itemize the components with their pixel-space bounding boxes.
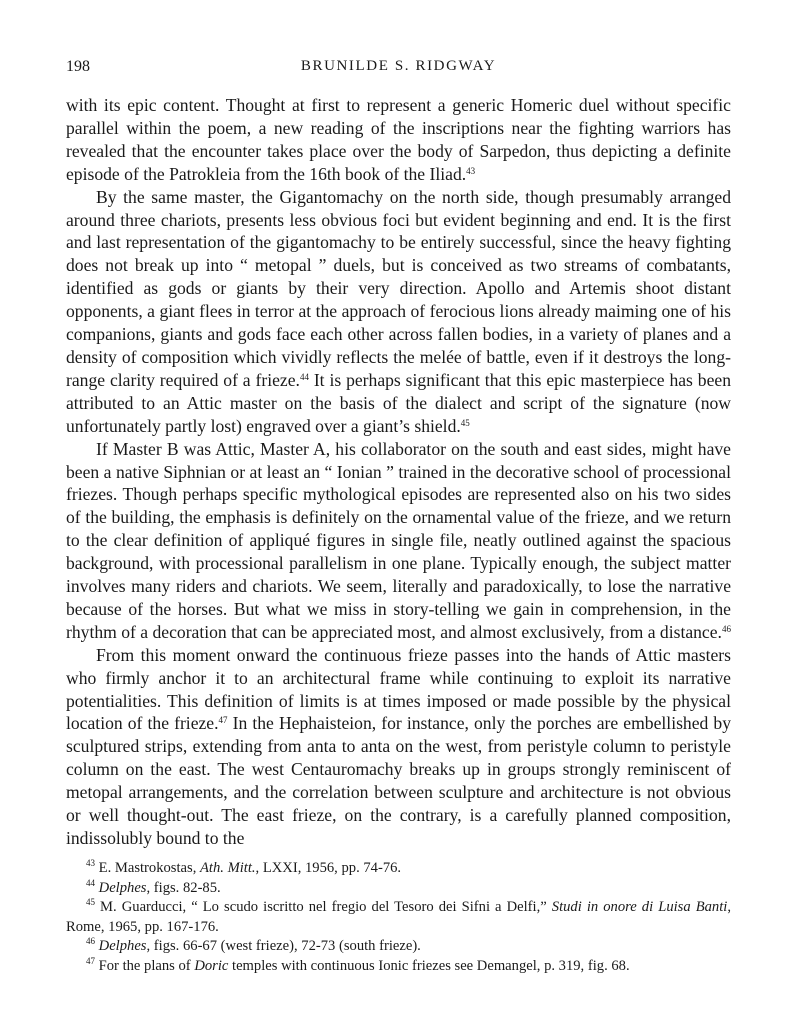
paragraph — [66, 644, 731, 850]
paragraph — [66, 94, 731, 186]
footnote-reference: 46 — [721, 623, 731, 634]
footnote-reference: 43 — [466, 165, 476, 176]
paragraph-text: By the same master, the Gigantomachy on the north side, though presumably arranged around three chariots, presents less obvious foci but evident beginning and end. It is the first and last representation of the gigantomachy to be entirely successful, since the heavy fighting does not break up into “ metopal ” duels, but is conceived as two streams of combatants, identified as gods or giants by their very direction. Apollo and Artemis shoot distant opponents, a giant flees in terror at the approach of ferocious lions already maiming one of his companions, giants and gods face each other across fallen bodies, in a variety of planes and a density of composition which vividly reflects the melée of battle, even if it destroys the long-range clarity required of a frieze. — [66, 186, 731, 390]
paragraph-text: In the Hephaisteion, for instance, only the porches are embellished by sculptured strips, extending from anta to anta on the west, from peristyle column to peristyle column on the east. The west Centauromachy breaks up in groups strongly reminiscent of metopal arrangements, and the correlation between sculpture and architecture is not obvious or well thought-out. The east frieze, on the contrary, is a carefully planned composition, indissolubly bound to the — [66, 713, 732, 848]
page — [66, 0, 731, 976]
footnote-reference: 44 — [299, 371, 309, 382]
footnote-text: , LXXI, 1956, pp. 74-76. — [255, 859, 402, 876]
footnote — [66, 879, 731, 899]
footnote-title: Delphes — [98, 879, 147, 896]
footnote-text: temples with continuous Ionic friezes see Demangel, p. 319, fig. 68. — [228, 957, 630, 974]
footnote-reference: 45 — [460, 417, 470, 428]
paragraph-text: with its epic content. Thought at first to represent a generic Homeric duel without specific parallel within the poem, a new reading of the inscriptions near the fighting warriors has revealed that the encounter takes place over the body of Sarpedon, thus depicting a definite episode of the Patrokleia from the 16th book of the Iliad. — [66, 95, 731, 184]
footnote-text: E. Mastrokostas, — [95, 859, 200, 876]
paragraph-text: From this moment onward the continuous frieze passes into the hands of Attic masters who firmly anchor it to an architectural frame while continuing to exploit its narrative potentialities. This definition of limits is at times imposed or made possible by the physical location of the frieze. — [66, 644, 731, 734]
footnote-text: , figs. 66-67 (west frieze), 72-73 (south frieze). — [146, 938, 421, 955]
footnote-number: 47 — [86, 955, 95, 966]
footnote-text: M. Guarducci, “ Lo scudo iscritto nel fregio del Tesoro dei Sifni a Delfi,” — [95, 899, 552, 916]
footnote — [66, 898, 731, 937]
page-header — [66, 58, 731, 88]
footnote-text: , figs. 82-85. — [146, 879, 221, 896]
footnote-number: 46 — [86, 936, 95, 947]
running-head: BRUNILDE S. RIDGWAY — [300, 58, 497, 74]
footnote-title: Ath. Mitt. — [200, 859, 256, 876]
footnote — [66, 859, 731, 879]
paragraph-text: If Master B was Attic, Master A, his collaborator on the south and east sides, might have been a native Siphnian or at least an “ Ionian ” trained in the decorative school of processional friezes. Though perhaps specific mythological episodes are represented also on his two sides of the building, the emphasis is definitely on the ornamental value of the frieze, and we return to the clear definition of appliqué figures in single file, neatly outlined against the spacious background, with processional parallelism in one plane. Typically enough, the subject matter involves many riders and chariots. We seem, literally and paradoxically, to lose the narrative because of the horses. But what we miss in story-telling we gain in comprehension, in the rhythm of a decoration that can be appreciated most, and almost exclusively, from a distance. — [66, 438, 731, 642]
footnote-text: , Rome, 1965, pp. 167-176. — [66, 899, 731, 935]
paragraph — [66, 438, 731, 644]
footnote-number: 45 — [86, 897, 95, 908]
footnote-title: Studi in onore di Luisa Banti — [551, 899, 728, 916]
footnote-reference: 47 — [218, 715, 228, 726]
body-text — [66, 94, 731, 850]
footnote-number: 44 — [86, 877, 95, 888]
footnote-number: 43 — [86, 857, 95, 868]
paragraph-text: It is perhaps significant that this epic masterpiece has been attributed to an Attic master on the basis of the dialect and script of the signature (now unfortunately partly lost) engraved over a giant’s shield. — [66, 369, 731, 436]
footnote — [66, 937, 731, 957]
page-number: 198 — [66, 58, 90, 75]
paragraph — [66, 186, 731, 438]
footnote-title: Doric — [194, 957, 229, 974]
footnotes — [66, 859, 731, 977]
footnote-text: For the plans of — [95, 957, 195, 974]
footnote-title: Delphes — [98, 938, 147, 955]
footnote — [66, 957, 731, 977]
